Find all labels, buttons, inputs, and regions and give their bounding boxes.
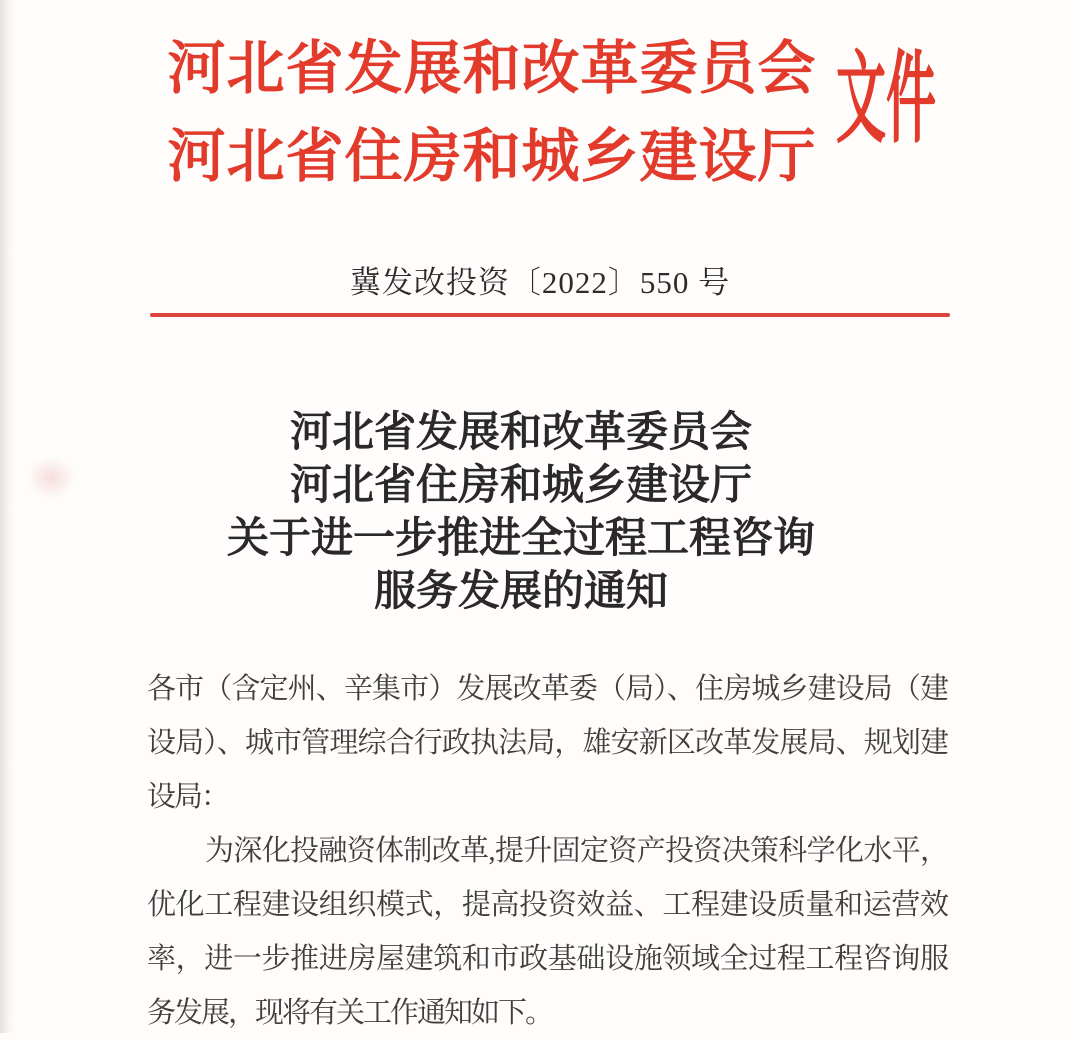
document-body	[147, 662, 947, 1040]
title-line-4: 服务发展的通知	[373, 569, 668, 615]
notice-title	[0, 407, 1042, 619]
title-line-2: 河北省住房和城乡建设厅	[289, 463, 752, 509]
red-divider-line	[150, 313, 950, 317]
salutation-line-1: 各市（含定州、辛集市）发展改革委（局）、住房城乡建设局（建	[147, 673, 947, 705]
document-number: 冀发改投资〔2022〕550 号	[349, 265, 731, 300]
salutation-paragraph	[147, 662, 947, 824]
intro-line-2: 优化工程建设组织模式，提高投资效益、工程建设质量和运营效	[147, 889, 947, 921]
document-type-label: 文件	[836, 44, 936, 155]
title-line-3: 关于进一步推进全过程工程咨询	[226, 516, 815, 562]
agency-name-line2: 河北省住房和城乡建设厅	[167, 124, 817, 189]
title-line-1: 河北省发展和改革委员会	[289, 410, 752, 456]
salutation-line-3: 设局：	[147, 781, 229, 813]
salutation-line-2: 设局）、城市管理综合行政执法局，雄安新区改革发展局、规划建	[147, 727, 947, 759]
agency-name-line1: 河北省发展和改革委员会	[167, 36, 817, 101]
intro-line-3: 率，进一步推进房屋建筑和市政基础设施领域全过程工程咨询服	[147, 943, 947, 975]
intro-paragraph	[147, 824, 947, 1040]
intro-line-4: 务发展，现将有关工作通知如下。	[147, 997, 553, 1029]
intro-line-1: 为深化投融资体制改革,提升固定资产投资决策科学化水平，	[205, 835, 947, 867]
